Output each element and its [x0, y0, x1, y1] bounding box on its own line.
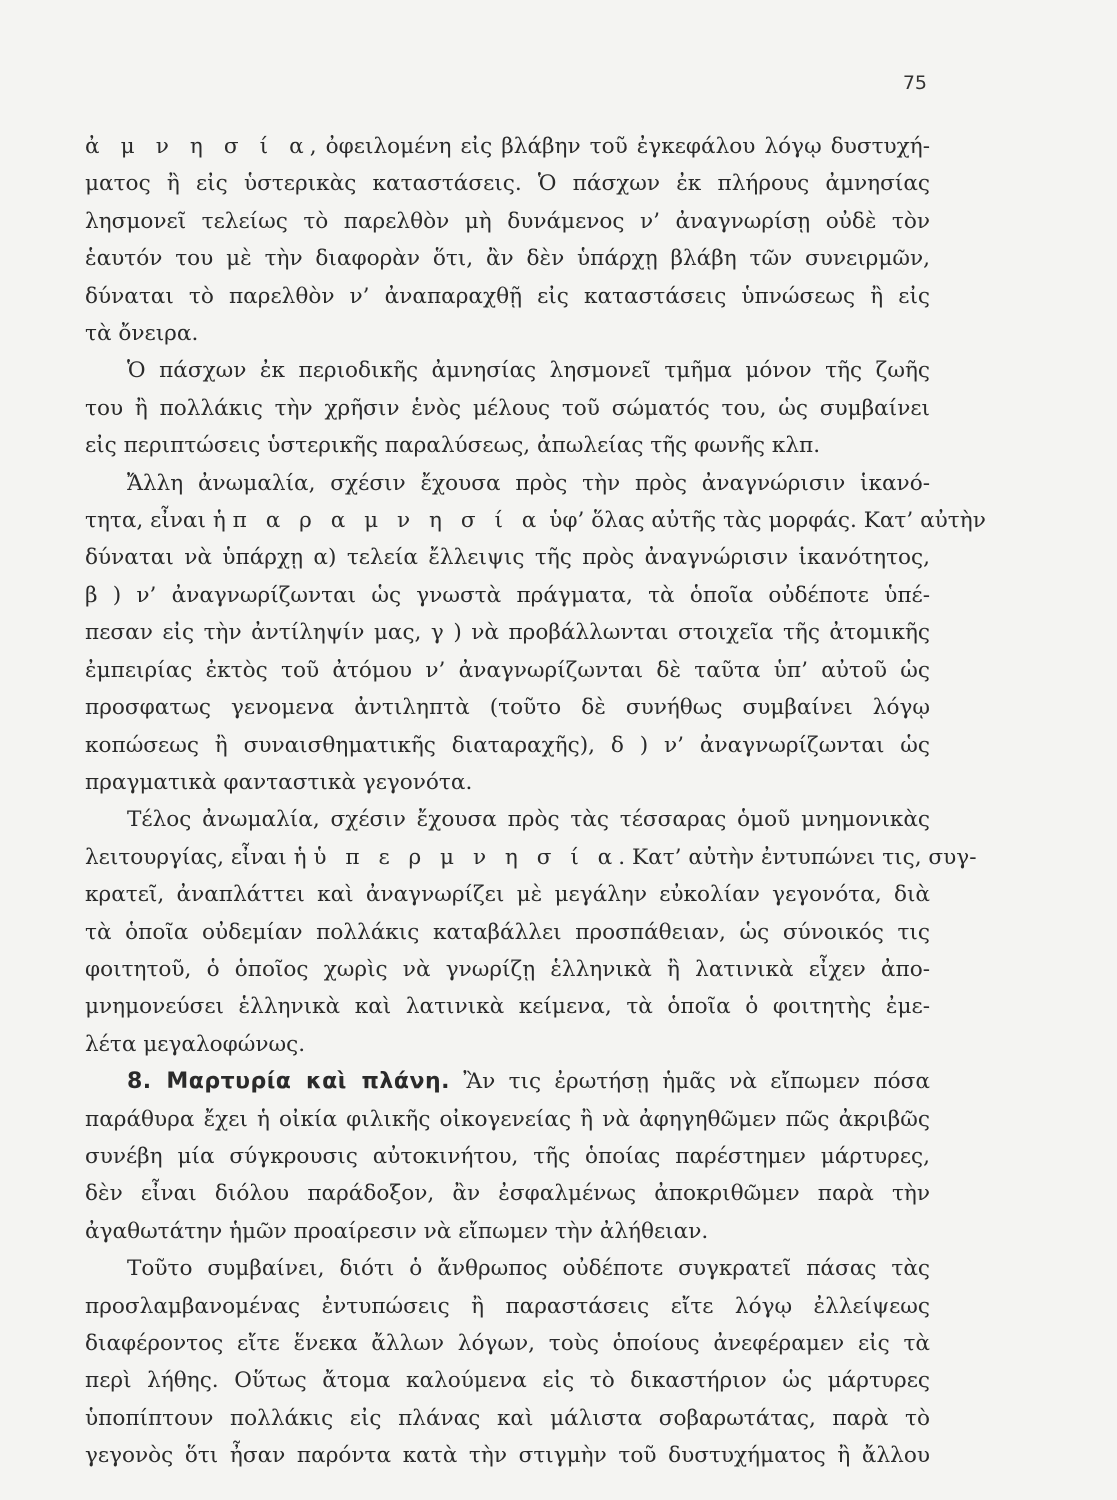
text-line [85, 1026, 930, 1063]
body-text [85, 128, 986, 1475]
spaced-term: π α ρ α μ ν η σ ί α [232, 508, 543, 534]
text-fragment: ἀγαθωτάτην ἡμῶν προαίρεσιν νὰ εἴπωμεν τὴν ἀλήθειαν. [85, 1218, 709, 1244]
text-fragment: μνημονεύσει ἑλληνικὰ καὶ λατινικὰ κείμενα, τὰ ὁποῖα ὁ φοιτητὴς ἐμε- [85, 994, 930, 1020]
text-fragment: Ὁ πάσχων ἐκ περιοδικῆς ἀμνησίας λησμονεῖ τμῆμα μόνον τῆς ζωῆς [127, 358, 930, 384]
text-line [85, 278, 930, 315]
text-fragment: γεγονὸς ὅτι ἦσαν παρόντα κατὰ τὴν στιγμὴν τοῦ δυστυχήματος ἢ ἄλλου [85, 1443, 930, 1469]
text-line [85, 1437, 930, 1474]
text-line [85, 203, 930, 240]
text-line [85, 1138, 930, 1175]
text-fragment: λέτα μεγαλοφώνως. [85, 1031, 306, 1057]
text-line [85, 539, 930, 576]
text-fragment: δύναται τὸ παρελθὸν ν’ ἀναπαραχθῇ εἰς καταστάσεις ὑπνώσεως ἢ εἰς [85, 283, 930, 309]
text-line [85, 1362, 930, 1399]
text-line [85, 1175, 930, 1212]
text-line [85, 914, 930, 951]
text-fragment: ἐμπειρίας ἐκτὸς τοῦ ἀτόμου ν’ ἀναγνωρίζωνται δὲ ταῦτα ὑπ’ αὐτοῦ ὡς [85, 657, 930, 683]
text-fragment: Ἂν τις ἐρωτήσῃ ἡμᾶς νὰ εἴπωμεν πόσα [449, 1069, 930, 1095]
text-fragment: β ) ν’ ἀναγνωρίζωνται ὡς γνωστὰ πράγματα, τὰ ὁποῖα οὐδέποτε ὑπέ- [85, 582, 930, 608]
text-line [85, 764, 930, 801]
text-line [85, 465, 930, 502]
text-line [85, 839, 977, 876]
text-line [85, 951, 930, 988]
spaced-term: ὑ π ε ρ μ ν η σ ί α [313, 844, 619, 870]
page-number: 75 [902, 72, 927, 94]
text-line [85, 1063, 930, 1100]
text-fragment: ἑαυτόν του μὲ τὴν διαφορὰν ὅτι, ἂν δὲν ὑπάρχῃ βλάβη τῶν συνειρμῶν, [85, 246, 930, 272]
text-fragment: , ὀφειλομένη εἰς βλάβην τοῦ ἐγκεφάλου λόγῳ δυστυχή- [309, 134, 930, 159]
text-fragment: Τοῦτο συμβαίνει, διότι ὁ ἄνθρωπος οὐδέποτε συγκρατεῖ πάσας τὰς [127, 1256, 930, 1282]
text-line [85, 1325, 930, 1362]
text-fragment: προσλαμβανομένας ἐντυπώσεις ἢ παραστάσεις εἴτε λόγῳ ἐλλείψεως [85, 1293, 930, 1319]
text-fragment: δὲν εἶναι διόλου παράδοξον, ἂν ἐσφαλμένως ἀποκριθῶμεν παρὰ τὴν [85, 1181, 930, 1207]
text-fragment: πεσαν εἰς τὴν ἀντίληψίν μας, γ ) νὰ προβάλλωνται στοιχεῖα τῆς ἀτομικῆς [85, 620, 930, 646]
text-line [85, 727, 930, 764]
text-line [85, 689, 930, 726]
text-line [85, 988, 930, 1025]
text-line [85, 1101, 930, 1138]
text-fragment: προσφατως γενομενα ἀντιληπτὰ (τοῦτο δὲ συνήθως συμβαίνει λόγῳ [85, 695, 930, 721]
text-fragment: λειτουργίας, εἶναι ἡ [85, 844, 314, 870]
text-line [85, 352, 930, 389]
spaced-term: ἀ μ ν η σ ί α [85, 134, 310, 159]
text-fragment: ὑφ’ ὅλας αὐτῆς τὰς μορφάς. Κατ’ αὐτὴν [542, 508, 986, 534]
text-line [85, 315, 930, 352]
text-fragment: τητα, εἶναι ἡ [85, 508, 233, 534]
text-line [85, 577, 930, 614]
text-line [85, 652, 930, 689]
text-fragment: εἰς περιπτώσεις ὑστερικῆς παραλύσεως, ἀπωλείας τῆς φωνῆς κλπ. [85, 433, 821, 459]
text-line [85, 876, 930, 913]
text-line [85, 1250, 930, 1287]
text-line [85, 1213, 930, 1250]
text-fragment: του ἢ πολλάκις τὴν χρῆσιν ἑνὸς μέλους τοῦ σώματός του, ὡς συμβαίνει [85, 395, 930, 421]
text-line [85, 614, 930, 651]
text-line [85, 801, 930, 838]
text-fragment: διαφέροντος εἴτε ἕνεκα ἄλλων λόγων, τοὺς ὁποίους ἀνεφέραμεν εἰς τὰ [85, 1331, 930, 1356]
text-fragment: Τέλος ἀνωμαλία, σχέσιν ἔχουσα πρὸς τὰς τέσσαρας ὁμοῦ μνημονικὰς [127, 807, 930, 833]
text-line [85, 240, 930, 277]
section-heading: 8. Μαρτυρία καὶ πλάνη. [127, 1069, 450, 1095]
text-fragment: κοπώσεως ἢ συναισθηματικῆς διαταραχῆς), δ ) ν’ ἀναγνωρίζωνται ὡς [85, 732, 930, 758]
text-line [85, 390, 930, 427]
text-line [85, 1400, 930, 1437]
text-line [85, 502, 986, 539]
text-fragment: τὰ ὁποῖα οὐδεμίαν πολλάκις καταβάλλει προσπάθειαν, ὡς σύνοικός τις [85, 919, 930, 945]
text-fragment: πραγματικὰ φανταστικὰ γεγονότα. [85, 769, 473, 795]
text-line [85, 427, 930, 464]
text-fragment: κρατεῖ, ἀναπλάττει καὶ ἀναγνωρίζει μὲ μεγάλην εὐκολίαν γεγονότα, διὰ [85, 882, 930, 908]
text-line [85, 165, 930, 202]
text-fragment: λησμονεῖ τελείως τὸ παρελθὸν μὴ δυνάμενος ν’ ἀναγνωρίσῃ οὐδὲ τὸν [85, 208, 930, 234]
text-fragment: ὑποπίπτουν πολλάκις εἰς πλάνας καὶ μάλιστα σοβαρωτάτας, παρὰ τὸ [85, 1405, 930, 1431]
text-line [85, 1288, 930, 1325]
text-fragment: Ἄλλη ἀνωμαλία, σχέσιν ἔχουσα πρὸς τὴν πρὸς ἀναγνώρισιν ἱκανό- [127, 470, 930, 496]
text-fragment: ματος ἢ εἰς ὑστερικὰς καταστάσεις. Ὁ πάσχων ἐκ πλήρους ἀμνησίας [85, 171, 930, 197]
text-fragment: φοιτητοῦ, ὁ ὁποῖος χωρὶς νὰ γνωρίζῃ ἑλληνικὰ ἢ λατινικὰ εἶχεν ἀπο- [85, 956, 930, 982]
text-fragment: περὶ λήθης. Οὕτως ἄτομα καλούμενα εἰς τὸ δικαστήριον ὡς μάρτυρες [85, 1368, 930, 1394]
text-fragment: παράθυρα ἔχει ἡ οἰκία φιλικῆς οἰκογενείας ἢ νὰ ἀφηγηθῶμεν πῶς ἀκριβῶς [85, 1106, 930, 1132]
text-line [85, 128, 930, 165]
text-fragment: δύναται νὰ ὑπάρχῃ α) τελεία ἔλλειψις τῆς πρὸς ἀναγνώρισιν ἱκανότητος, [85, 545, 930, 571]
text-fragment: τὰ ὄνειρα. [85, 321, 199, 347]
text-fragment: . Κατ’ αὐτὴν ἐντυπώνει τις, συγ- [618, 844, 977, 870]
text-fragment: συνέβη μία σύγκρουσις αὐτοκινήτου, τῆς ὁποίας παρέστημεν μάρτυρες, [85, 1143, 930, 1169]
